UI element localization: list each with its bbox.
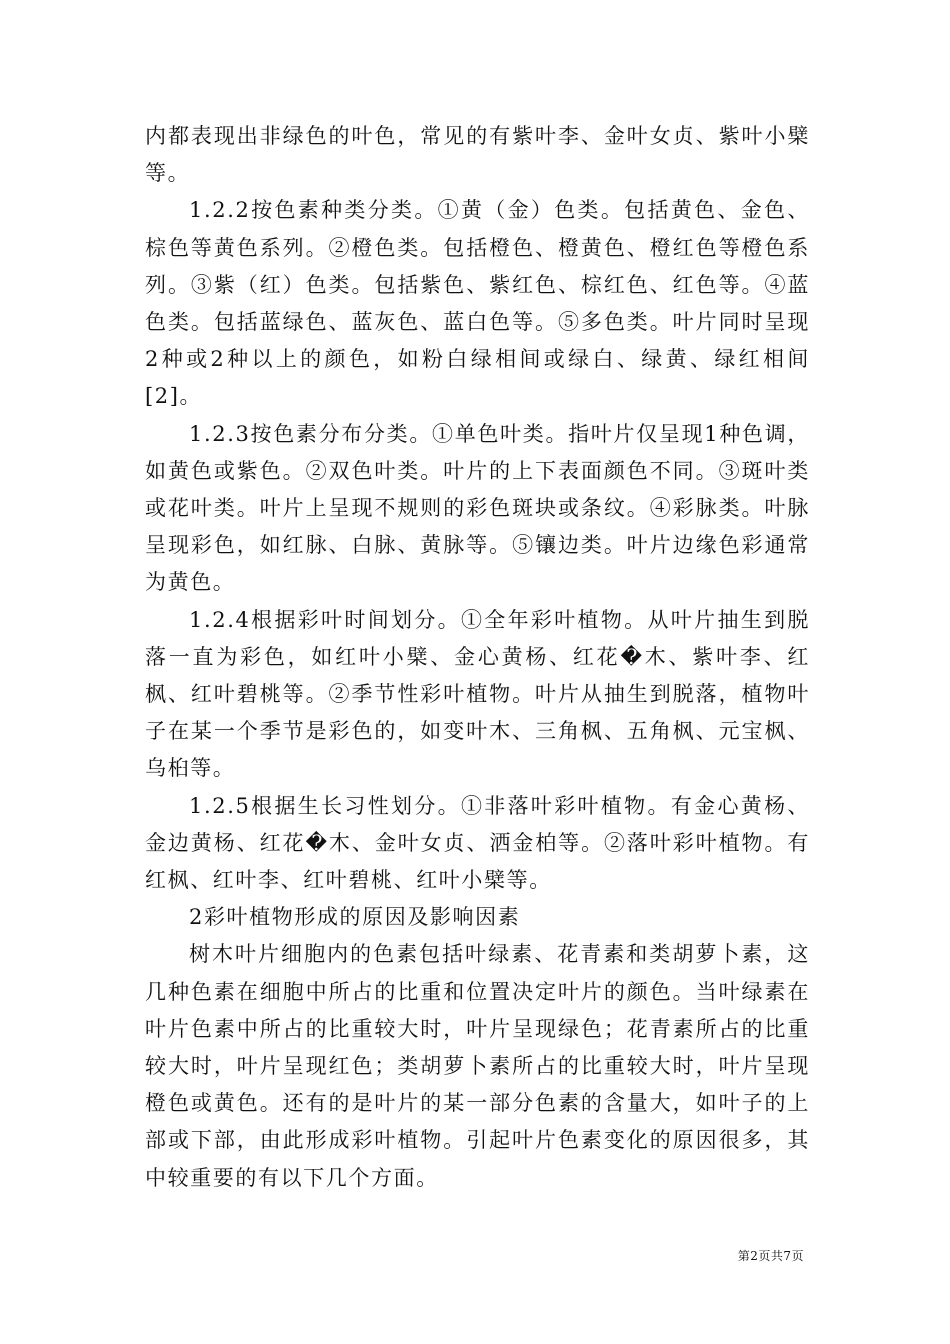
- paragraph-1-2-3: 1.2.3按色素分布分类。①单色叶类。指叶片仅呈现1种色调，如黄色或紫色。②双色叶类。叶片的上下表面颜色不同。③斑叶类或花叶类。叶片上呈现不规则的彩色斑块或条纹。④彩脉类。叶脉呈现彩色，如红脉、白脉、黄脉等。⑤镶边类。叶片边缘色彩通常为黄色。: [145, 421, 810, 595]
- paragraph-1-2-2: 1.2.2按色素种类分类。①黄（金）色类。包括黄色、金色、棕色等黄色系列。②橙色类。包括橙色、橙黄色、橙红色等橙色系列。③紫（红）色类。包括紫色、紫红色、棕红色、红色等。④蓝色类。包括蓝绿色、蓝灰色、蓝白色等。⑤多色类。叶片同时呈现2种或2种以上的颜色，如粉白绿相间或绿白、绿黄、绿红相间[2]。: [145, 198, 810, 409]
- body-text: [145, 118, 810, 1197]
- paragraph-1-2-5: 1.2.5根据生长习性划分。①非落叶彩叶植物。有金心黄杨、金边黄杨、红花�木、金叶女贞、洒金柏等。②落叶彩叶植物。有红枫、红叶李、红叶碧桃、红叶小檗等。: [145, 793, 810, 893]
- page-number-footer: 第2页共7页: [737, 1249, 804, 1263]
- paragraph-intro-continuation: 内都表现出非绿色的叶色，常见的有紫叶李、金叶女贞、紫叶小檗等。: [145, 124, 810, 186]
- paragraph-section-2-body: 树木叶片细胞内的色素包括叶绿素、花青素和类胡萝卜素，这几种色素在细胞中所占的比重和位置决定叶片的颜色。当叶绿素在叶片色素中所占的比重较大时，叶片呈现绿色；花青素所占的比重较大时，叶片呈现红色；类胡萝卜素所占的比重较大时，叶片呈现橙色或黄色。还有的是叶片的某一部分色素的含量大，如叶子的上部或下部，由此形成彩叶植物。引起叶片色素变化的原因很多，其中较重要的有以下几个方面。: [145, 942, 810, 1190]
- section-heading-2: 2彩叶植物形成的原因及影响因素: [189, 905, 521, 930]
- paragraph-1-2-4: 1.2.4根据彩叶时间划分。①全年彩叶植物。从叶片抽生到脱落一直为彩色，如红叶小檗、金心黄杨、红花�木、紫叶李、红枫、红叶碧桃等。②季节性彩叶植物。叶片从抽生到脱落，植物叶子在某一个季节是彩色的，如变叶木、三角枫、五角枫、元宝枫、乌桕等。: [145, 607, 810, 781]
